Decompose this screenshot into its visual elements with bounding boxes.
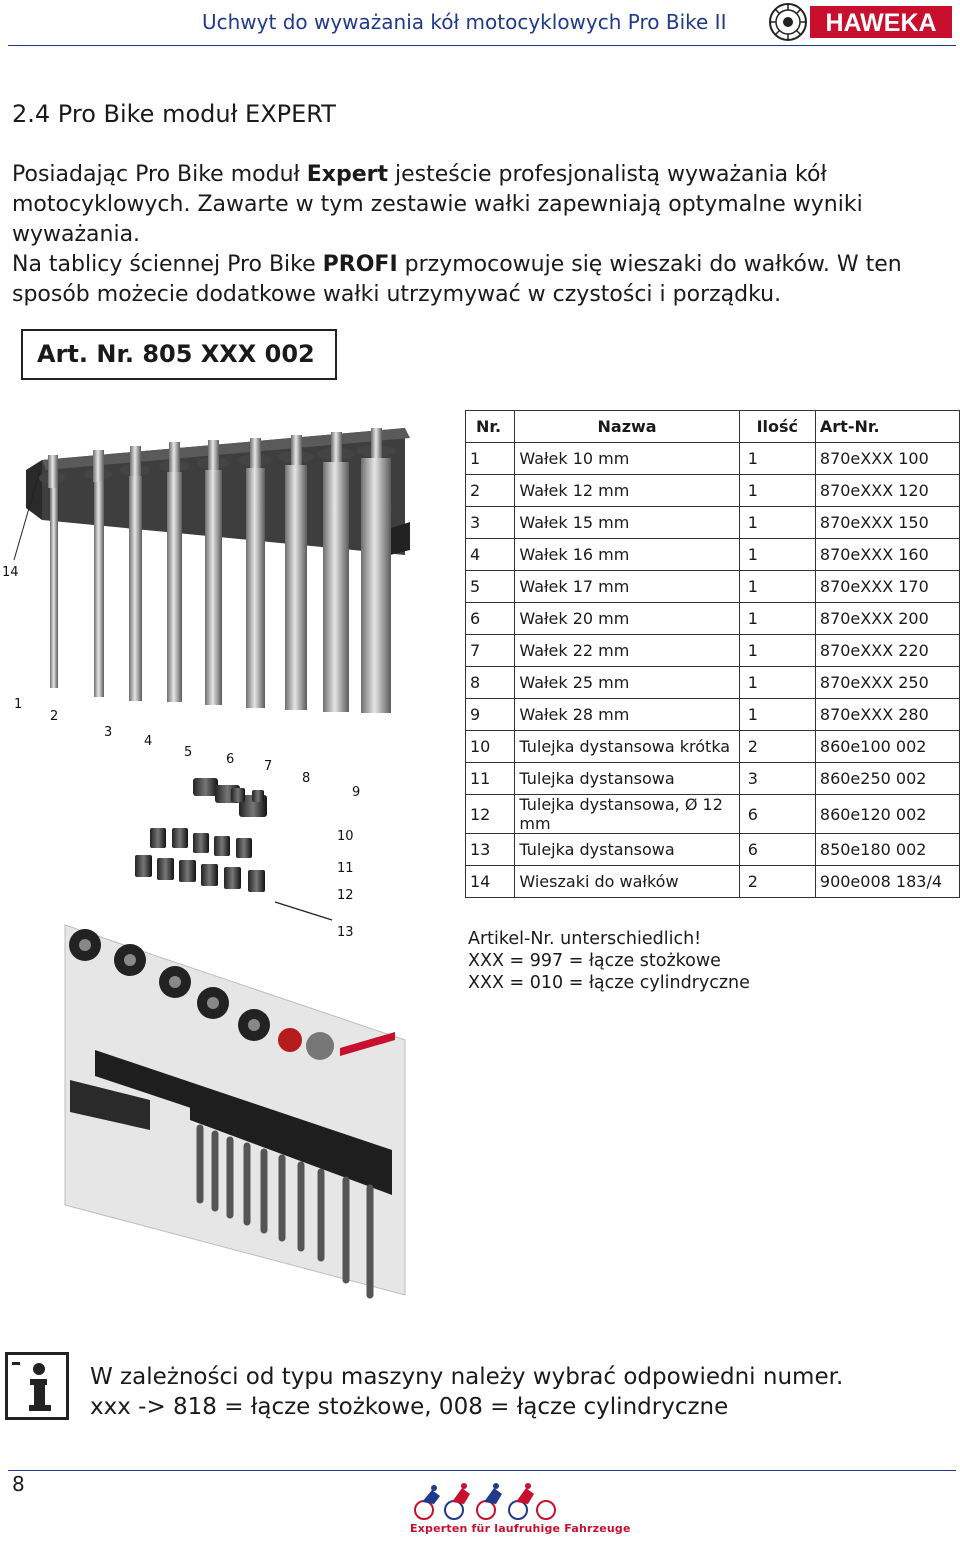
cell-qty: 1	[739, 603, 815, 635]
cell-nr: 9	[466, 699, 515, 731]
cell-name: Wałek 25 mm	[515, 667, 739, 699]
intro-p1-bold: Expert	[306, 162, 389, 187]
cell-qty: 1	[739, 667, 815, 699]
intro-p2-bold: PROFI	[322, 252, 398, 277]
callout-12: 12	[337, 888, 354, 903]
note-line: Artikel-Nr. unterschiedlich!	[468, 929, 702, 949]
cell-qty: 6	[739, 834, 815, 866]
cell-nr: 10	[466, 731, 515, 763]
callout-13: 13	[337, 925, 354, 940]
cell-nr: 2	[466, 475, 515, 507]
cell-qty: 2	[739, 731, 815, 763]
cell-artnr: 870eXXX 100	[815, 443, 959, 475]
cell-qty: 1	[739, 635, 815, 667]
callout-2: 2	[50, 709, 59, 724]
table-row	[466, 635, 960, 667]
cell-nr: 1	[466, 443, 515, 475]
cell-qty: 3	[739, 763, 815, 795]
cell-nr: 11	[466, 763, 515, 795]
cell-artnr: 860e250 002	[815, 763, 959, 795]
callout-9: 9	[352, 785, 361, 800]
intro-p2-text-b: przymocowuje się wieszaki do wałków. W ten sposób możecie dodatkowe wałki utrzymywać w czystości i porządku.	[12, 252, 902, 307]
cell-qty: 1	[739, 475, 815, 507]
cell-name: Wałek 20 mm	[515, 603, 739, 635]
cell-artnr: 870eXXX 220	[815, 635, 959, 667]
col-header-nr: Nr.	[466, 411, 515, 443]
article-notes	[468, 928, 750, 994]
cell-name: Tulejka dystansowa	[515, 763, 739, 795]
cell-name: Wałek 22 mm	[515, 635, 739, 667]
page-number: 8	[12, 1472, 25, 1496]
cell-artnr: 870eXXX 160	[815, 539, 959, 571]
callout-8: 8	[302, 771, 311, 786]
shaft-9	[356, 428, 396, 713]
footer-rule	[8, 1470, 956, 1471]
table-row	[466, 795, 960, 834]
callout-10: 10	[337, 829, 354, 844]
cell-nr: 6	[466, 603, 515, 635]
cell-name: Wałek 28 mm	[515, 699, 739, 731]
cell-name: Wałek 15 mm	[515, 507, 739, 539]
callout-11: 11	[337, 861, 354, 876]
cell-artnr: 900e008 183/4	[815, 866, 959, 898]
table-row	[466, 603, 960, 635]
cell-nr: 3	[466, 507, 515, 539]
callout-14: 14	[2, 565, 19, 580]
info-icon	[5, 1352, 69, 1420]
cell-artnr: 870eXXX 170	[815, 571, 959, 603]
table-row	[466, 475, 960, 507]
cell-nr: 14	[466, 866, 515, 898]
cell-artnr: 860e120 002	[815, 795, 959, 834]
cell-nr: 7	[466, 635, 515, 667]
table-header-row	[466, 411, 960, 443]
info-line-2: xxx -> 818 = łącze stożkowe, 008 = łącze cylindryczne	[90, 1394, 729, 1420]
cell-artnr: 860e100 002	[815, 731, 959, 763]
haweka-logo	[768, 2, 954, 42]
cell-name: Wieszaki do wałków	[515, 866, 739, 898]
footer-riders-logo	[408, 1482, 560, 1522]
table-row	[466, 834, 960, 866]
cell-qty: 1	[739, 571, 815, 603]
intro-paragraph-1	[12, 160, 952, 250]
logo-text: HAWEKA	[825, 9, 937, 37]
cell-name: Wałek 17 mm	[515, 571, 739, 603]
table-row	[466, 571, 960, 603]
col-header-artnr: Art-Nr.	[815, 411, 959, 443]
cell-qty: 1	[739, 443, 815, 475]
info-line-1: W zależności od typu maszyny należy wybrać odpowiedni numer.	[90, 1364, 844, 1390]
header-rule	[8, 45, 956, 46]
col-header-qty: Ilość	[739, 411, 815, 443]
cell-name: Tulejka dystansowa	[515, 834, 739, 866]
cell-qty: 1	[739, 507, 815, 539]
table-row	[466, 443, 960, 475]
cell-artnr: 870eXXX 250	[815, 667, 959, 699]
callout-3: 3	[104, 725, 113, 740]
cell-artnr: 870eXXX 150	[815, 507, 959, 539]
note-line: XXX = 010 = łącze cylindryczne	[468, 973, 750, 993]
info-note	[90, 1362, 843, 1422]
intro-paragraph-2	[12, 250, 952, 310]
intro-p1-text-a: Posiadając Pro Bike moduł	[12, 162, 307, 187]
cell-qty: 1	[739, 539, 815, 571]
cell-nr: 12	[466, 795, 515, 834]
cell-name: Tulejka dystansowa krótka	[515, 731, 739, 763]
callout-4: 4	[144, 734, 153, 749]
cell-artnr: 870eXXX 280	[815, 699, 959, 731]
intro-p2-text-a: Na tablicy ściennej Pro Bike	[12, 252, 323, 277]
cell-qty: 6	[739, 795, 815, 834]
cell-qty: 2	[739, 866, 815, 898]
callout-5: 5	[184, 745, 193, 760]
table-row	[466, 866, 960, 898]
cell-name: Wałek 16 mm	[515, 539, 739, 571]
col-header-name: Nazwa	[515, 411, 739, 443]
cell-nr: 5	[466, 571, 515, 603]
table-row	[466, 731, 960, 763]
document-header-title: Uchwyt do wyważania kół motocyklowych Pro Bike II	[202, 10, 727, 34]
table-row	[466, 763, 960, 795]
cell-name: Wałek 12 mm	[515, 475, 739, 507]
table-row	[466, 539, 960, 571]
intro-text	[12, 160, 952, 310]
cell-qty: 1	[739, 699, 815, 731]
cell-nr: 8	[466, 667, 515, 699]
cell-name: Tulejka dystansowa, Ø 12 mm	[515, 795, 739, 834]
table-row	[466, 507, 960, 539]
note-line: XXX = 997 = łącze stożkowe	[468, 951, 721, 971]
footer-tagline: Experten für laufruhige Fahrzeuge	[410, 1522, 631, 1535]
section-title: 2.4 Pro Bike moduł EXPERT	[12, 100, 336, 128]
cell-artnr: 870eXXX 200	[815, 603, 959, 635]
cell-artnr: 870eXXX 120	[815, 475, 959, 507]
product-illustration	[0, 400, 465, 1305]
table-row	[466, 667, 960, 699]
intro-p1-text-b: jesteście profesjonalistą wyważania kół motocyklowych. Zawarte w tym zestawie wałki zapewniają optymalne wyniki wyważania.	[12, 162, 863, 247]
cell-artnr: 850e180 002	[815, 834, 959, 866]
cell-name: Wałek 10 mm	[515, 443, 739, 475]
callout-1: 1	[14, 697, 23, 712]
cell-nr: 13	[466, 834, 515, 866]
table-row	[466, 699, 960, 731]
callout-7: 7	[264, 759, 273, 774]
article-number-box: Art. Nr. 805 XXX 002	[21, 329, 337, 380]
callout-6: 6	[226, 752, 235, 767]
cell-nr: 4	[466, 539, 515, 571]
parts-table	[465, 410, 960, 898]
